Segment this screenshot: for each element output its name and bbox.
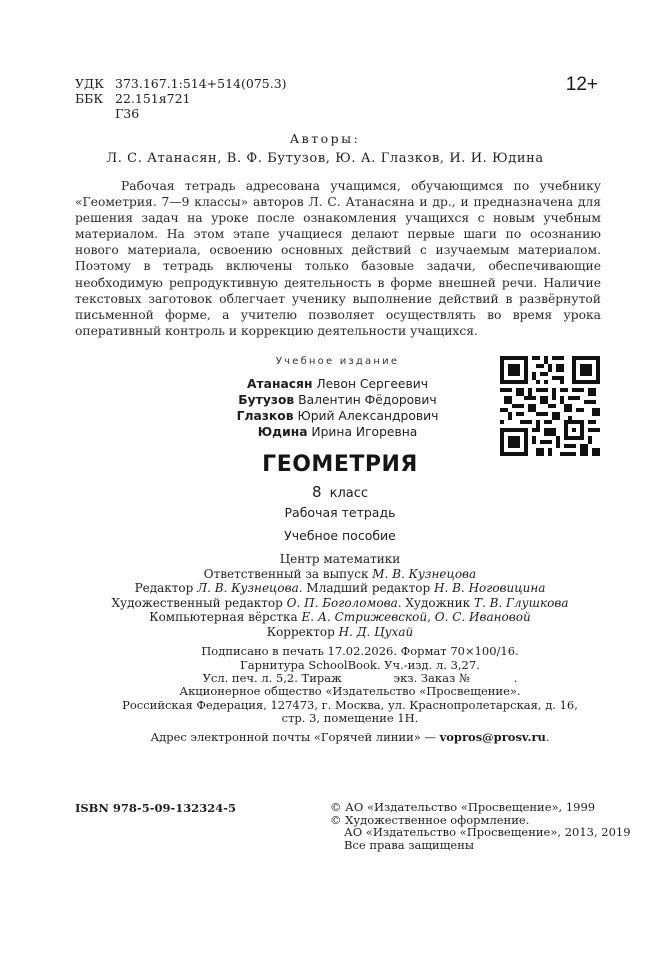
hotline: Адрес электронной почты «Горячей линии» — vopros@prosv.ru. <box>150 730 550 744</box>
edition-label: Учебное издание <box>275 356 400 367</box>
credits-layout: Компьютерная вёрстка Е. А. Стрижевской, О. С. Ивановой <box>149 610 531 625</box>
author-name: Юдина Ирина Игоревна <box>257 425 418 439</box>
udk-label: УДК <box>75 76 104 91</box>
annotation <box>75 178 601 339</box>
hotline-label: Адрес электронной почты «Горячей линии» — <box>150 730 436 744</box>
copyright-line-3: АО «Издательство «Просвещение», 2013, 2019 <box>344 825 631 840</box>
print-line-1: Подписано в печать 17.02.2026. Формат 70×100/16. <box>201 644 519 658</box>
print-line-3: Усл. печ. л. 5,2. Тираж экз. Заказ № . <box>202 671 518 686</box>
book-type: Рабочая тетрадь <box>284 505 396 520</box>
authors-list: Л. С. Атанасян, В. Ф. Бутузов, Ю. А. Глазков, И. И. Юдина <box>106 151 544 166</box>
credits-block <box>60 552 620 640</box>
print-line-2: Гарнитура SchoolBook. Уч.-изд. л. 3,27. <box>240 657 480 672</box>
isbn: ISBN 978-5-09-132324-5 <box>75 801 237 815</box>
grade <box>200 483 480 501</box>
publisher-line-2: Российская Федерация, 127473, г. Москва, ул. Краснопролетарская, д. 16, <box>122 697 578 712</box>
publisher-info <box>100 685 600 726</box>
qr-code-icon[interactable] <box>500 356 600 456</box>
authors-full-names <box>205 376 470 440</box>
print-info <box>150 645 570 686</box>
annotation-text: Рабочая тетрадь адресована учащимся, обучающимся по учебнику «Геометрия. 7—9 классы» авторов Л. С. Атанасяна и др., и предназначена для решения задач на уроке после ознакомления учащихся с новым учебным материалом. На этом этапе учащиеся делают первые шаги по осознанию нового материала, освоению основных действий с изучаемым материалом. Поэтому в тетрадь включены только базовые задачи, обеспечивающие необходимую репродуктивную деятельность в форме внешней речи. Наличие текстовых заготовок облегчает ученику выполнение действий в развёрнутой письменной форме, а учителю позволяет осуществлять во время урока оперативный контроль и коррекцию деятельности учащихся. <box>75 179 601 338</box>
author-name: Глазков Юрий Александрович <box>236 409 439 423</box>
author-name: Бутузов Валентин Фёдорович <box>238 393 437 407</box>
credits-center: Центр математики <box>279 552 401 566</box>
bbk-label: ББК <box>75 91 104 106</box>
credits-responsible: Ответственный за выпуск М. В. Кузнецова <box>203 566 477 581</box>
credits-art: Художественный редактор О. П. Боголомова. Художник Т. В. Глушкова <box>111 595 569 610</box>
publisher-line-1: Акционерное общество «Издательство «Просвещение». <box>179 684 521 698</box>
classification-block <box>75 76 287 121</box>
book-subtype: Учебное пособие <box>284 528 396 543</box>
bbk-value: 22.151я721 <box>115 91 191 106</box>
age-rating: 12+ <box>565 74 598 95</box>
grade-number: 8 <box>311 483 322 501</box>
credits-editors: Редактор Л. В. Кузнецова. Младший редактор Н. В. Ноговицина <box>134 581 546 596</box>
book-title: ГЕОМЕТРИЯ <box>262 452 418 477</box>
udk-value: 373.167.1:514+514(075.3) <box>115 76 287 91</box>
publisher-line-3: стр. 3, помещение 1Н. <box>281 711 419 726</box>
copyright-line-1: © АО «Издательство «Просвещение», 1999 <box>330 800 596 814</box>
copyright-block <box>330 801 631 851</box>
credits-corrector: Корректор Н. Д. Цухай <box>266 624 414 639</box>
grade-word: класс <box>329 486 369 501</box>
authors-heading: Авторы: <box>289 131 361 146</box>
copyright-line-4: Все права защищены <box>344 837 475 852</box>
hotline-email-link[interactable]: vopros@prosv.ru <box>439 730 546 744</box>
author-mark: Г36 <box>115 106 140 121</box>
copyright-line-2: © Художественное оформление. <box>330 812 530 827</box>
author-name: Атанасян Левон Сергеевич <box>247 377 428 391</box>
